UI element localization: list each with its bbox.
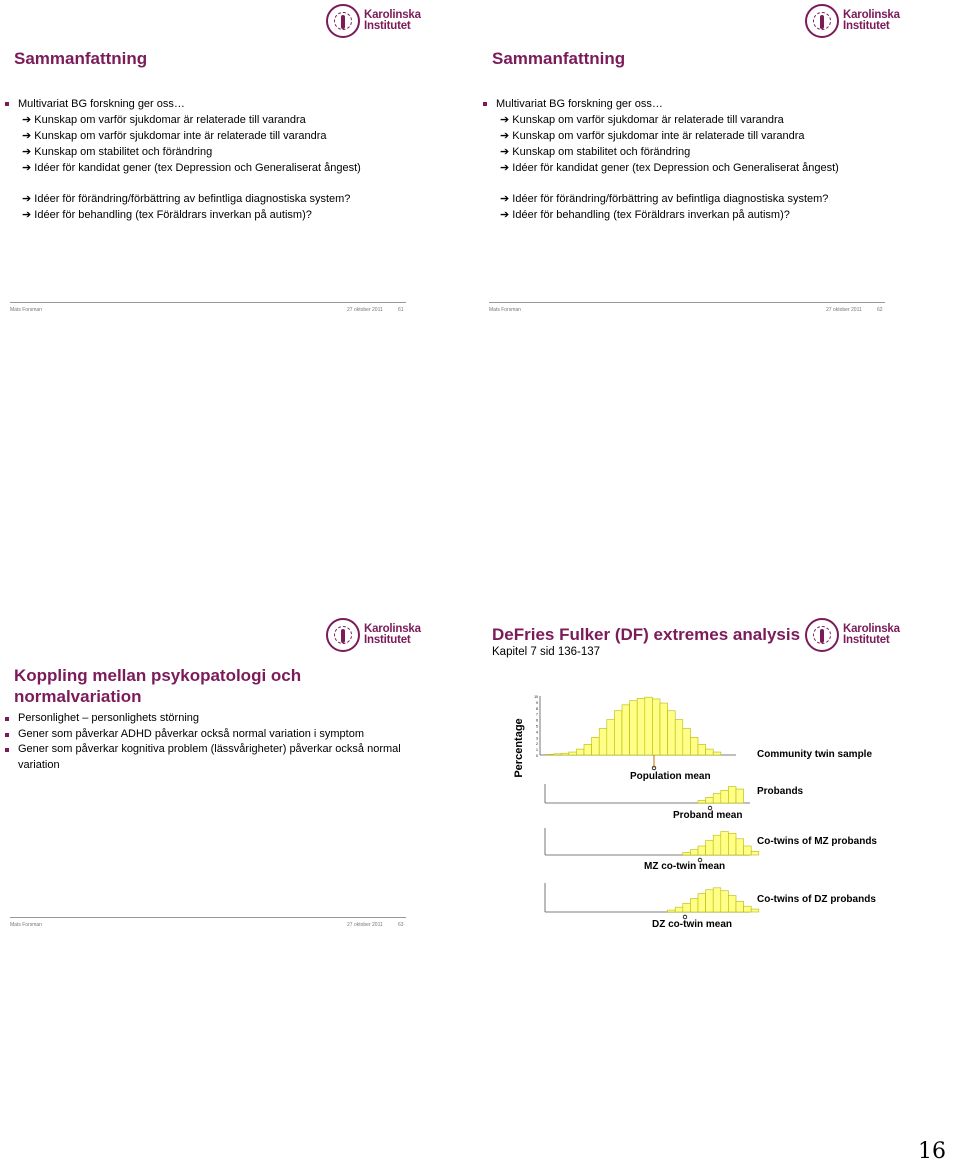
slide3-title-line1: Koppling mellan psykopatologi och <box>14 666 302 685</box>
y-tick-label: 8 <box>536 706 538 711</box>
histogram-bar <box>698 894 706 912</box>
histogram-bar <box>736 839 744 855</box>
histogram-bar <box>713 752 721 755</box>
community-label: Community twin sample <box>757 749 873 760</box>
slide2-bullets <box>480 96 920 223</box>
logo-line1: Karolinska <box>364 623 421 635</box>
histogram-bar <box>744 846 752 855</box>
y-tick-label: 5 <box>536 724 538 729</box>
histogram-bar <box>645 697 653 755</box>
histogram-bar <box>706 797 714 803</box>
ki-logo <box>805 618 900 652</box>
footer-date: 27 oktober 2011 <box>826 307 862 313</box>
histogram-bar <box>569 752 577 755</box>
svg-text:Percentage: Percentage <box>513 718 525 778</box>
arrow-item: ➔ Kunskap om varför sjukdomar inte är relaterade till varandra <box>500 130 805 142</box>
histogram-bar <box>599 728 607 755</box>
footer-rule <box>10 917 406 918</box>
histogram-bar <box>744 906 752 912</box>
footer-num: 61 <box>398 307 404 313</box>
mz-mean-label: MZ co-twin mean <box>644 861 726 872</box>
ki-logo <box>326 618 421 652</box>
logo-line1: Karolinska <box>843 9 900 21</box>
y-tick-label: 9 <box>536 700 538 705</box>
footer-rule <box>489 302 885 303</box>
histogram-bar <box>736 789 744 803</box>
histogram-bar <box>751 851 759 855</box>
ki-seal-icon <box>326 618 360 652</box>
dz-mean-label: DZ co-twin mean <box>652 919 733 930</box>
slide1-title: Sammanfattning <box>14 49 148 68</box>
footer-author: Mats Forsman <box>10 922 42 928</box>
slide3-title <box>14 665 301 707</box>
histogram-bar <box>675 907 683 912</box>
footer-author: Mats Forsman <box>10 307 42 313</box>
arrow-item: ➔ Kunskap om varför sjukdomar är relaterade till varandra <box>500 114 784 126</box>
arrow-item: ➔ Kunskap om stabilitet och förändring <box>500 146 691 158</box>
ki-seal-icon <box>805 4 839 38</box>
y-tick-label: 7 <box>536 712 538 717</box>
ki-seal-icon <box>805 618 839 652</box>
histogram-bar <box>698 846 706 855</box>
logo-line2: Institutet <box>364 634 411 646</box>
y-tick-label: 10 <box>534 695 538 699</box>
arrow-item: ➔ Idéer för förändring/förbättring av befintliga diagnostiska system? <box>500 193 829 205</box>
histogram-bar <box>622 705 630 755</box>
ki-logo <box>326 4 421 38</box>
slide4-subtitle: Kapitel 7 sid 136-137 <box>492 646 601 658</box>
histogram-bar <box>736 901 744 912</box>
histogram-bar <box>675 720 683 755</box>
histogram-bar <box>721 790 729 803</box>
histogram-bar <box>690 898 698 912</box>
page-number: 16 <box>918 1139 946 1164</box>
slide2-main-bullet: Multivariat BG forskning ger oss… <box>480 96 920 112</box>
arrow-item: ➔ Idéer för behandling (tex Föräldrars inverkan på autism)? <box>22 209 312 221</box>
histogram-bar <box>683 728 691 755</box>
slide3-bullets <box>2 711 402 773</box>
footer-author: Mats Forsman <box>489 307 521 313</box>
slide4-title: DeFries Fulker (DF) extremes analysis <box>492 625 801 644</box>
histogram-bar <box>584 744 592 755</box>
histogram-bar <box>607 720 615 755</box>
histogram-bar <box>668 711 676 755</box>
histogram-bar <box>630 701 638 755</box>
y-tick-label: 3 <box>536 736 538 741</box>
histogram-bar <box>637 698 645 755</box>
histogram-bar <box>728 833 736 855</box>
slide3-title-line2: normalvariation <box>14 687 142 706</box>
histogram-bar <box>698 744 706 755</box>
histogram-bar <box>706 841 714 855</box>
histogram-bar <box>751 909 759 912</box>
arrow-item: ➔ Kunskap om varför sjukdomar inte är relaterade till varandra <box>22 130 327 142</box>
bullet-item: Gener som påverkar ADHD påverkar också normal variation i symptom <box>2 727 402 743</box>
slide2-title: Sammanfattning <box>492 49 626 68</box>
histogram-bar <box>554 754 562 755</box>
histogram-bar <box>683 903 691 912</box>
footer-rule <box>10 302 406 303</box>
histogram-bar <box>614 711 622 755</box>
slide1-main-bullet: Multivariat BG forskning ger oss… <box>2 96 412 112</box>
histogram-bar <box>668 910 676 912</box>
histogram-bar <box>713 888 721 912</box>
ki-logo <box>805 4 900 38</box>
footer-date: 27 oktober 2011 <box>347 922 383 928</box>
arrow-item: ➔ Kunskap om stabilitet och förändring <box>22 146 213 158</box>
ki-seal-icon <box>326 4 360 38</box>
dz-label: Co-twins of DZ probands <box>757 894 876 905</box>
bullet-item: Personlighet – personlighets störning <box>2 711 402 727</box>
footer-num: 63 <box>398 922 404 928</box>
y-tick-label: 6 <box>536 718 538 723</box>
logo-line2: Institutet <box>843 634 890 646</box>
histogram-bar <box>576 749 584 755</box>
arrow-item: ➔ Kunskap om varför sjukdomar är relaterade till varandra <box>22 114 306 126</box>
histogram-bar <box>592 737 600 755</box>
y-tick-label: 0 <box>536 754 538 758</box>
histogram-bar <box>690 850 698 855</box>
histogram-bar <box>683 852 691 855</box>
histogram-bar <box>721 832 729 855</box>
y-tick-label: 2 <box>536 742 538 747</box>
y-tick-label: 4 <box>536 730 538 735</box>
histogram-bar <box>652 699 660 755</box>
logo-line2: Institutet <box>364 20 411 32</box>
footer-num: 62 <box>877 307 883 313</box>
histogram-bar <box>706 749 714 755</box>
arrow-item: ➔ Idéer för förändring/förbättring av befintliga diagnostiska system? <box>22 193 351 205</box>
footer-date: 27 oktober 2011 <box>347 307 383 313</box>
y-axis-title <box>513 718 525 777</box>
y-tick-label: 1 <box>536 748 538 753</box>
histogram-bar <box>728 896 736 912</box>
histogram-bar <box>660 703 668 755</box>
histogram-bar <box>546 754 554 755</box>
histogram-bar <box>713 835 721 855</box>
histogram-bar <box>690 737 698 755</box>
population-mean-label: Population mean <box>630 771 711 782</box>
histogram-bar <box>698 800 706 803</box>
slide1-bullets <box>2 96 412 223</box>
histogram-bar <box>706 890 714 912</box>
bullet-item: Gener som påverkar kognitiva problem (lässvårigheter) påverkar också normal variation <box>2 742 402 773</box>
arrow-item: ➔ Idéer för behandling (tex Föräldrars inverkan på autism)? <box>500 209 790 221</box>
histogram-bar <box>728 787 736 803</box>
histogram-bar <box>561 753 569 755</box>
mz-label: Co-twins of MZ probands <box>757 836 877 847</box>
probands-label: Probands <box>757 786 804 797</box>
logo-line2: Institutet <box>843 20 890 32</box>
arrow-item: ➔ Idéer för kandidat gener (tex Depression och Generaliserat ångest) <box>500 162 839 174</box>
proband-mean-label: Proband mean <box>673 810 743 821</box>
arrow-item: ➔ Idéer för kandidat gener (tex Depression och Generaliserat ångest) <box>22 162 361 174</box>
logo-line1: Karolinska <box>843 623 900 635</box>
histogram-bar <box>721 891 729 912</box>
logo-line1: Karolinska <box>364 9 421 21</box>
histogram-bar <box>713 794 721 804</box>
